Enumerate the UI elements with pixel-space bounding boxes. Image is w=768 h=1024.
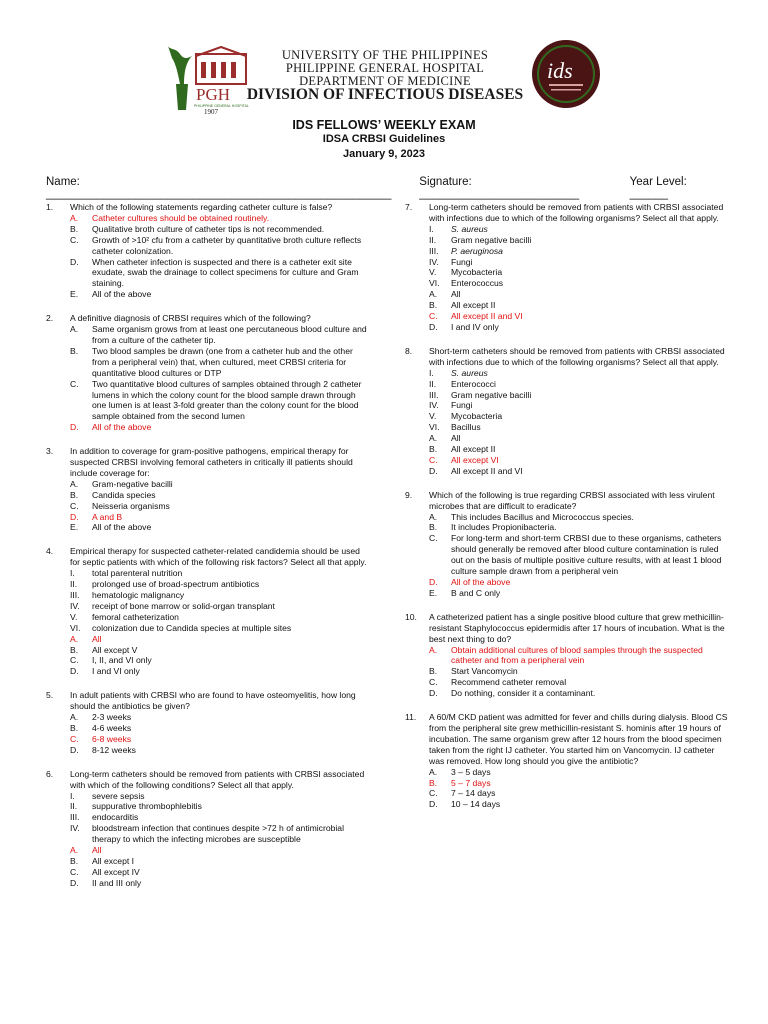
question-block	[405, 202, 730, 333]
option-letter: III.	[429, 389, 439, 400]
option-letter: B.	[70, 223, 79, 234]
option-letter: B.	[429, 300, 438, 311]
answer-option[interactable]	[405, 444, 730, 455]
option-letter: D.	[429, 577, 438, 587]
option-letter: D.	[70, 744, 79, 755]
option-text: All of the above	[451, 577, 511, 587]
question-number: 11.	[405, 712, 417, 723]
answer-option[interactable]	[405, 257, 730, 268]
answer-option[interactable]	[405, 267, 730, 278]
option-letter: IV.	[70, 600, 80, 611]
question-stem	[46, 546, 372, 568]
option-text: Mycobacteria	[451, 267, 503, 278]
question-block	[405, 346, 730, 477]
question-spacer	[46, 533, 372, 546]
option-text: This includes Bacillus and Micrococcus species.	[451, 511, 634, 522]
student-info-fields	[46, 176, 726, 200]
option-text: endocarditis	[92, 812, 139, 823]
answer-option[interactable]	[46, 324, 372, 346]
option-text: All except II	[451, 300, 496, 311]
option-text: 4-6 weeks	[92, 722, 132, 733]
question-spacer	[405, 699, 730, 712]
question-number: 9.	[405, 489, 413, 500]
option-letter: A.	[70, 212, 79, 223]
option-letter: II.	[70, 801, 78, 812]
answer-option[interactable]	[46, 812, 372, 823]
answer-option[interactable]	[46, 579, 372, 590]
answer-option[interactable]	[46, 745, 372, 756]
answer-option[interactable]	[46, 801, 372, 812]
option-text: All except V	[92, 644, 138, 655]
answer-option[interactable]	[46, 479, 372, 490]
option-letter: VI.	[70, 622, 81, 633]
option-text: I, II, and VI only	[92, 655, 152, 666]
option-letter: D.	[70, 511, 79, 522]
question-text: Long-term catheters should be removed from patients with CRBSI associated with infections due to which of the following organisms? Select all that apply.	[429, 202, 724, 223]
option-text: bloodstream infection that continues despite >72 h of antimicrobial therapy to which the infecting microbes are susceptible	[92, 823, 344, 845]
answer-option[interactable]	[46, 512, 372, 523]
question-number: 7.	[405, 202, 413, 212]
pgh-logo-caption: PHILIPPINE GENERAL HOSPITAL	[194, 104, 249, 108]
answer-option[interactable]	[46, 878, 372, 889]
option-letter: B.	[70, 722, 79, 733]
answer-option[interactable]	[405, 390, 730, 401]
answer-option[interactable]	[405, 300, 730, 311]
option-letter: B.	[70, 489, 79, 500]
option-letter: C.	[70, 733, 79, 744]
option-text: S. aureus	[451, 367, 488, 378]
question-spacer	[405, 477, 730, 490]
answer-option[interactable]	[46, 723, 372, 734]
option-letter: D.	[70, 256, 79, 267]
option-letter: II.	[429, 378, 437, 389]
option-letter: II.	[70, 579, 78, 590]
question-text: Short-term catheters should be removed from patients with CRBSI associated with infections due to which of the following organisms? Select all that apply.	[429, 345, 725, 367]
option-letter: A.	[70, 845, 79, 856]
option-letter: B.	[70, 855, 79, 866]
option-letter: B.	[429, 666, 438, 677]
question-number: 2.	[46, 313, 54, 324]
option-text: total parenteral nutrition	[92, 568, 183, 579]
option-text: All except II and VI	[451, 311, 523, 322]
option-letter: I.	[70, 568, 75, 579]
option-text: II and III only	[92, 877, 142, 888]
question-spacer	[46, 433, 372, 446]
answer-option[interactable]	[46, 235, 372, 257]
question-stem	[46, 313, 372, 324]
option-text: All of the above	[92, 289, 152, 300]
question-block	[46, 769, 372, 889]
option-text: 8-12 weeks	[92, 744, 136, 755]
answer-option[interactable]	[405, 512, 730, 523]
answer-option[interactable]	[46, 645, 372, 656]
answer-option[interactable]	[405, 677, 730, 688]
option-text: Fungi	[451, 400, 473, 411]
question-block	[46, 546, 372, 677]
question-number: 1.	[46, 202, 54, 212]
answer-option[interactable]	[405, 645, 730, 667]
option-text: Do nothing, consider it a contaminant.	[451, 688, 596, 699]
header-division: DIVISION OF INFECTIOUS DISEASES	[246, 86, 524, 103]
option-text: All	[92, 633, 102, 644]
answer-option[interactable]	[46, 224, 372, 235]
answer-option[interactable]	[405, 788, 730, 799]
option-letter: C.	[70, 378, 79, 389]
option-letter: IV.	[429, 256, 439, 267]
question-text: A 60/M CKD patient was admitted for fever and chills during dialysis. Blood CS from the peripheral site grew methicillin-resistant S. hominis after 19 hours of incubation. The same organism grew after 12 hours from the blood specimen taken from the right IJ catheter. You started him on Vancomycin. IJ catheter was removed. How long should you give the antibiotic?	[429, 712, 728, 766]
option-text: I and VI only	[92, 666, 140, 677]
question-text: Empirical therapy for suspected catheter-related candidemia should be used for septic patients with which of the following risk factors? Select all that apply.	[70, 546, 367, 568]
option-text: suppurative thrombophlebitis	[92, 801, 202, 812]
right-question-column	[405, 202, 730, 810]
answer-option[interactable]	[405, 235, 730, 246]
option-letter: A.	[429, 433, 438, 444]
option-letter: C.	[429, 533, 438, 544]
option-text: Gram negative bacilli	[451, 234, 532, 245]
option-letter: C.	[70, 866, 79, 877]
option-letter: B.	[70, 644, 79, 655]
option-text: Catheter cultures should be obtained routinely.	[92, 212, 270, 223]
option-text: Qualitative broth culture of catheter tips is not recommended.	[92, 223, 325, 234]
question-stem	[46, 202, 372, 213]
option-letter: A.	[70, 324, 79, 335]
question-block	[405, 490, 730, 599]
answer-option[interactable]	[46, 346, 372, 379]
option-letter: A.	[429, 289, 438, 300]
option-letter: V.	[70, 611, 78, 622]
option-letter: B.	[429, 777, 438, 788]
option-text: All except II	[451, 444, 496, 455]
exam-date: January 9, 2023	[343, 148, 425, 160]
pgh-logo-year: 1907	[204, 108, 218, 116]
answer-option[interactable]	[405, 455, 730, 466]
option-letter: I.	[429, 367, 434, 378]
option-letter: A.	[429, 766, 438, 777]
option-text: When catheter infection is suspected and there is a catheter exit site exudate, swab the drainage to collect specimens for culture and Gram staining.	[92, 256, 359, 289]
answer-option[interactable]	[405, 533, 730, 577]
answer-option[interactable]	[46, 422, 372, 433]
question-block	[46, 202, 372, 300]
question-stem	[46, 690, 372, 712]
option-text: For long-term and short-term CRBSI due to these organisms, catheters should generally be removed after blood culture contamination is ruled out on the basis of multiple positive culture results, with at least 1 blood culture sample drawn from a peripheral vein	[451, 533, 722, 577]
option-letter: C.	[70, 500, 79, 511]
option-letter: E.	[70, 522, 79, 533]
option-text: All	[451, 289, 461, 300]
option-text: Growth of >10² cfu from a catheter by quantitative broth culture reflects catheter colonization.	[92, 234, 362, 256]
exam-title: IDS FELLOWS’ WEEKLY EXAM	[292, 118, 476, 132]
question-text: Which of the following is true regarding CRBSI associated with less virulent microbes that are difficult to eradicate?	[429, 489, 715, 511]
option-text: It includes Propionibacteria.	[451, 522, 557, 533]
option-letter: III.	[70, 590, 80, 600]
option-text: I and IV only	[451, 321, 499, 332]
question-stem	[405, 490, 730, 512]
answer-option[interactable]	[405, 778, 730, 789]
option-text: Same organism grows from at least one percutaneous blood culture and from a culture of the catheter tip.	[92, 324, 367, 345]
option-text: colonization due to Candida species at multiple sites	[92, 622, 292, 633]
option-letter: E.	[70, 289, 79, 300]
option-letter: A.	[70, 712, 79, 723]
option-text: Gram negative bacilli	[451, 389, 532, 400]
option-letter: B.	[70, 345, 79, 356]
option-letter: B.	[429, 444, 438, 455]
header-department: DEPARTMENT OF MEDICINE	[299, 74, 471, 88]
question-number: 10.	[405, 611, 417, 622]
answer-option[interactable]	[46, 379, 372, 423]
answer-option[interactable]	[46, 490, 372, 501]
answer-option[interactable]	[405, 422, 730, 433]
answer-option[interactable]	[46, 522, 372, 533]
option-letter: D.	[429, 465, 438, 476]
question-number: 4.	[46, 546, 54, 557]
option-text: 2-3 weeks	[92, 712, 132, 723]
exam-subtitle: IDSA CRBSI Guidelines	[322, 133, 446, 145]
option-letter: IV.	[70, 823, 80, 834]
option-text: 6-8 weeks	[92, 733, 132, 744]
pgh-logo-text: PGH	[196, 85, 231, 104]
question-block	[46, 313, 372, 433]
answer-option[interactable]	[405, 767, 730, 778]
option-text: Neisseria organisms	[92, 500, 170, 511]
answer-option[interactable]	[405, 666, 730, 677]
option-letter: A.	[429, 511, 438, 522]
answer-option[interactable]	[46, 623, 372, 634]
option-letter: C.	[70, 234, 79, 245]
answer-option[interactable]	[46, 634, 372, 645]
question-block	[46, 690, 372, 755]
option-text: Obtain additional cultures of blood samples through the suspected catheter and from a peripheral vein	[451, 644, 703, 666]
option-text: All except VI	[451, 454, 499, 465]
answer-option[interactable]	[405, 433, 730, 444]
answer-option[interactable]	[405, 246, 730, 257]
ids-logo-text: ids	[547, 58, 573, 83]
signature-field[interactable]: Signature: _________________________	[419, 176, 580, 200]
answer-option[interactable]	[46, 501, 372, 512]
answer-option[interactable]	[46, 734, 372, 745]
question-number: 8.	[405, 345, 413, 356]
option-letter: B.	[429, 522, 438, 533]
option-text: Two blood samples be drawn (one from a catheter hub and the other from a peripheral vein) that, when cultured, meet CRBSI criteria for quantitative blood cultures or DTP	[92, 345, 353, 378]
option-letter: III.	[70, 812, 80, 823]
document-header	[0, 0, 768, 116]
answer-option[interactable]	[405, 466, 730, 477]
year-level-field[interactable]: Year Level: ______	[629, 176, 687, 200]
answer-option[interactable]	[46, 590, 372, 601]
option-letter: V.	[429, 267, 437, 278]
name-field[interactable]: Name: ______________________________________________________	[46, 176, 392, 200]
option-letter: D.	[429, 321, 438, 332]
question-stem	[405, 346, 730, 368]
answer-option[interactable]	[46, 655, 372, 666]
answer-option[interactable]	[46, 867, 372, 878]
option-letter: D.	[429, 799, 438, 810]
option-text: Gram-negative bacilli	[92, 478, 173, 489]
header-university: UNIVERSITY OF THE PHILIPPINES	[281, 48, 489, 62]
option-text: femoral catheterization	[92, 611, 179, 622]
option-letter: A.	[70, 633, 79, 644]
answer-option[interactable]	[405, 311, 730, 322]
option-letter: VI.	[429, 278, 440, 289]
option-letter: V.	[429, 411, 437, 422]
option-letter: I.	[429, 223, 434, 234]
answer-option[interactable]	[46, 612, 372, 623]
question-spacer	[46, 300, 372, 313]
option-text: Two quantitative blood cultures of samples obtained through 2 catheter lumens in which the colony count for the blood sample drawn through one lumen is at least 3-fold greater than the colony count for the blood sample obtained from the second lumen	[92, 378, 362, 422]
option-letter: D.	[70, 877, 79, 888]
answer-option[interactable]	[46, 568, 372, 579]
answer-option[interactable]	[405, 278, 730, 289]
answer-option[interactable]	[405, 799, 730, 810]
answer-option[interactable]	[405, 688, 730, 699]
option-text: All	[92, 845, 102, 856]
option-text: A and B	[92, 511, 123, 522]
option-letter: C.	[429, 677, 438, 688]
question-stem	[405, 712, 730, 767]
answer-option[interactable]	[46, 845, 372, 856]
option-text: Fungi	[451, 256, 473, 267]
option-letter: C.	[429, 311, 438, 322]
option-text: severe sepsis	[92, 790, 145, 801]
answer-option[interactable]	[405, 577, 730, 588]
answer-option[interactable]	[46, 257, 372, 290]
option-letter: A.	[70, 478, 79, 489]
option-text: Mycobacteria	[451, 411, 503, 422]
question-text: A catheterized patient has a single positive blood culture that grew methicillin-resistant Staphylococcus epidermidis after 17 hours of incubation. What is the best next thing to do?	[429, 611, 725, 644]
question-text: Long-term catheters should be removed from patients with CRBSI associated with which of the following conditions? Select all that apply.	[70, 768, 365, 790]
question-text: A definitive diagnosis of CRBSI requires which of the following?	[70, 313, 311, 324]
option-text: Start Vancomycin	[451, 666, 518, 677]
header-hospital: PHILIPPINE GENERAL HOSPITAL	[285, 61, 485, 75]
option-letter: VI.	[429, 422, 440, 433]
question-block	[46, 446, 372, 533]
option-letter: C.	[429, 788, 438, 799]
option-text: receipt of bone marrow or solid-organ transplant	[92, 600, 275, 611]
option-text: 7 – 14 days	[451, 788, 496, 799]
answer-option[interactable]	[46, 666, 372, 677]
question-number: 5.	[46, 690, 54, 701]
question-stem	[405, 202, 730, 224]
option-text: Recommend catheter removal	[451, 677, 567, 688]
option-letter: C.	[70, 655, 79, 666]
question-text: In addition to coverage for gram-positive pathogens, empirical therapy for suspected CRBSI involving femoral catheters in critically ill patients should include coverage for:	[70, 446, 353, 478]
question-spacer	[405, 599, 730, 612]
answer-option[interactable]	[46, 823, 372, 845]
option-text: All of the above	[92, 422, 152, 433]
question-stem	[46, 769, 372, 791]
question-stem	[405, 612, 730, 645]
option-letter: C.	[429, 454, 438, 465]
option-letter: E.	[429, 587, 438, 598]
option-letter: D.	[429, 688, 438, 699]
answer-option[interactable]	[46, 712, 372, 723]
option-text: 10 – 14 days	[451, 799, 501, 810]
question-number: 6.	[46, 768, 54, 779]
option-letter: I.	[70, 790, 75, 801]
question-stem	[46, 446, 372, 479]
option-text: All except II and VI	[451, 465, 523, 476]
answer-option[interactable]	[46, 791, 372, 802]
question-spacer	[405, 333, 730, 346]
question-block	[405, 612, 730, 699]
answer-option[interactable]	[405, 289, 730, 300]
question-block	[405, 712, 730, 810]
left-question-column	[46, 202, 372, 889]
option-text: P. aeruginosa	[451, 245, 503, 256]
option-text: Enterococci	[451, 378, 496, 389]
answer-option[interactable]	[46, 289, 372, 300]
option-letter: IV.	[429, 400, 439, 411]
option-text: prolonged use of broad-spectrum antibiotics	[92, 579, 260, 590]
option-text: S. aureus	[451, 223, 488, 234]
option-text: B and C only	[451, 587, 501, 598]
question-spacer	[46, 677, 372, 690]
answer-option[interactable]	[405, 522, 730, 533]
ids-logo	[527, 38, 605, 110]
option-text: Enterococcus	[451, 278, 504, 289]
option-text: Candida species	[92, 489, 156, 500]
question-text: In adult patients with CRBSI who are found to have osteomyelitis, how long should the antibiotics be given?	[70, 690, 356, 712]
option-letter: II.	[429, 234, 437, 245]
option-letter: D.	[70, 422, 79, 433]
answer-option[interactable]	[46, 601, 372, 612]
answer-option[interactable]	[405, 368, 730, 379]
option-text: All of the above	[92, 522, 152, 533]
option-text: 3 – 5 days	[451, 766, 491, 777]
answer-option[interactable]	[405, 411, 730, 422]
answer-option[interactable]	[46, 856, 372, 867]
answer-option[interactable]	[405, 588, 730, 599]
answer-option[interactable]	[405, 322, 730, 333]
option-letter: A.	[429, 644, 438, 655]
answer-option[interactable]	[405, 224, 730, 235]
answer-option[interactable]	[405, 379, 730, 390]
question-number: 3.	[46, 446, 54, 457]
option-text: 5 – 7 days	[451, 777, 491, 788]
option-text: Bacillus	[451, 422, 481, 433]
question-text: Which of the following statements regarding catheter culture is false?	[70, 202, 333, 212]
option-letter: III.	[429, 245, 439, 256]
answer-option[interactable]	[46, 213, 372, 224]
option-letter: D.	[70, 666, 79, 677]
option-text: hematologic malignancy	[92, 590, 185, 600]
option-text: All	[451, 433, 461, 444]
question-spacer	[46, 756, 372, 769]
option-text: All except I	[92, 855, 135, 866]
option-text: All except IV	[92, 866, 140, 877]
answer-option[interactable]	[405, 400, 730, 411]
